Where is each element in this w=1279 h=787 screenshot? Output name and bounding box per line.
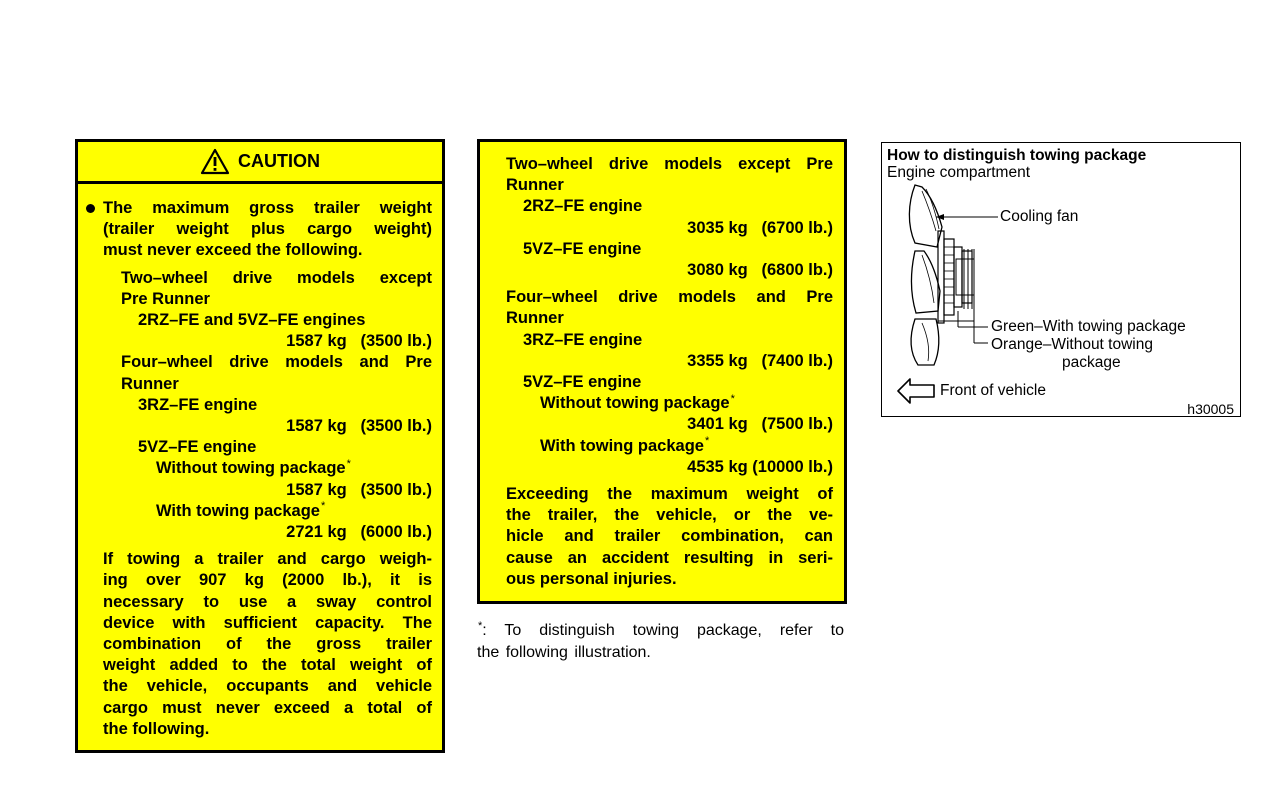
text-line: the following. [103, 719, 210, 738]
warning-icon [200, 148, 230, 175]
footnote [477, 620, 844, 664]
caution-header [78, 142, 442, 184]
label-cooling-fan: Cooling fan [1000, 208, 1079, 225]
two-wheel-heading-cont: Pre Runner [121, 289, 210, 308]
weight-value: 4535 kg (10000 lb.) [687, 457, 833, 476]
label-orange-cont: package [1062, 354, 1121, 371]
weight-value: 1587 kg (3500 lb.) [286, 417, 432, 436]
weight-value: 3401 kg (7500 lb.) [687, 415, 833, 434]
weight-value: 3080 kg (6800 lb.) [687, 261, 833, 280]
weight-continuation-box [477, 139, 847, 604]
asterisk: * [320, 500, 326, 513]
label-orange: Orange–Without towing [991, 336, 1153, 353]
text-line: The maximum gross trailer weight [103, 199, 432, 217]
text-line: cargo must never exceed a total of [103, 698, 432, 717]
label-front-of-vehicle: Front of vehicle [940, 382, 1046, 399]
caution-title: CAUTION [238, 151, 320, 171]
text-line: device with sufficient capacity. The [103, 613, 432, 632]
text-line: ing over 907 kg (2000 lb.), it is [103, 571, 432, 590]
weight-value: 3355 kg (7400 lb.) [687, 351, 833, 370]
without-towing-label [480, 393, 844, 414]
illustration-subtitle: Engine compartment [887, 164, 1031, 181]
bullet-icon [86, 204, 95, 213]
with-towing-text: With towing package [540, 436, 704, 455]
footnote-text: the following illustration. [477, 644, 651, 661]
two-wheel-heading-cont: Runner [506, 176, 564, 195]
text-line: hicle and trailer combination, can [506, 527, 833, 546]
engine-label: 3RZ–FE engine [138, 395, 258, 414]
weight-value: 2721 kg (6000 lb.) [286, 523, 432, 542]
label-green: Green–With towing package [991, 318, 1186, 335]
footnote-text: : To distinguish towing package, refer to [482, 622, 844, 639]
without-towing-label [78, 458, 442, 479]
engine-label: 2RZ–FE engine [523, 197, 643, 216]
two-wheel-heading: Two–wheel drive models except Pre [506, 155, 833, 173]
text-line: the vehicle, occupants and vehicle [103, 677, 432, 696]
four-wheel-heading-cont: Runner [121, 374, 179, 393]
text-line: weight added to the total weight of [103, 656, 432, 675]
exceeding-paragraph [480, 484, 844, 590]
two-wheel-heading: Two–wheel drive models except [121, 268, 432, 287]
with-towing-label [480, 436, 844, 457]
four-wheel-heading-cont: Runner [506, 309, 564, 328]
caution-box [75, 139, 445, 753]
with-towing-label [78, 501, 442, 522]
without-towing-text: Without towing package [156, 459, 346, 478]
text-line: combination of the gross trailer [103, 635, 432, 654]
illustration-title: How to distinguish towing package [887, 147, 1147, 164]
engine-label: 2RZ–FE and 5VZ–FE engines [138, 311, 366, 330]
four-wheel-heading: Four–wheel drive models and Pre [506, 288, 833, 307]
text-line: (trailer weight plus cargo weight) [103, 220, 432, 239]
engine-label: 5VZ–FE engine [523, 373, 642, 392]
with-towing-text: With towing package [156, 501, 320, 520]
footnote-line [477, 620, 844, 642]
text-line: ous personal injuries. [506, 569, 677, 588]
asterisk: * [478, 619, 483, 632]
text-line: If towing a trailer and cargo weigh- [103, 550, 432, 569]
illustration-code: h30005 [1187, 401, 1234, 417]
weight-value: 1587 kg (3500 lb.) [286, 480, 432, 499]
text-line: the trailer, the vehicle, or the ve- [506, 506, 833, 525]
asterisk: * [704, 435, 710, 448]
sway-paragraph [78, 549, 442, 740]
cooling-fan-illustration [882, 143, 1239, 415]
asterisk: * [730, 392, 735, 405]
text-line: cause an accident resulting in seri- [506, 548, 833, 567]
caution-intro [78, 198, 442, 262]
text-line: necessary to use a sway control [103, 592, 432, 611]
without-towing-text: Without towing package [540, 394, 730, 413]
weight-value: 1587 kg (3500 lb.) [286, 332, 432, 351]
front-arrow-icon [898, 379, 934, 403]
engine-label: 5VZ–FE engine [523, 239, 642, 258]
text-line: Exceeding the maximum weight of [506, 485, 833, 504]
engine-label: 5VZ–FE engine [138, 438, 257, 457]
four-wheel-heading: Four–wheel drive models and Pre [121, 353, 432, 372]
text-line: must never exceed the following. [103, 241, 363, 260]
engine-label: 3RZ–FE engine [523, 330, 643, 349]
asterisk: * [346, 457, 351, 470]
weight-value: 3035 kg (6700 lb.) [687, 218, 833, 237]
illustration-box [881, 142, 1241, 417]
